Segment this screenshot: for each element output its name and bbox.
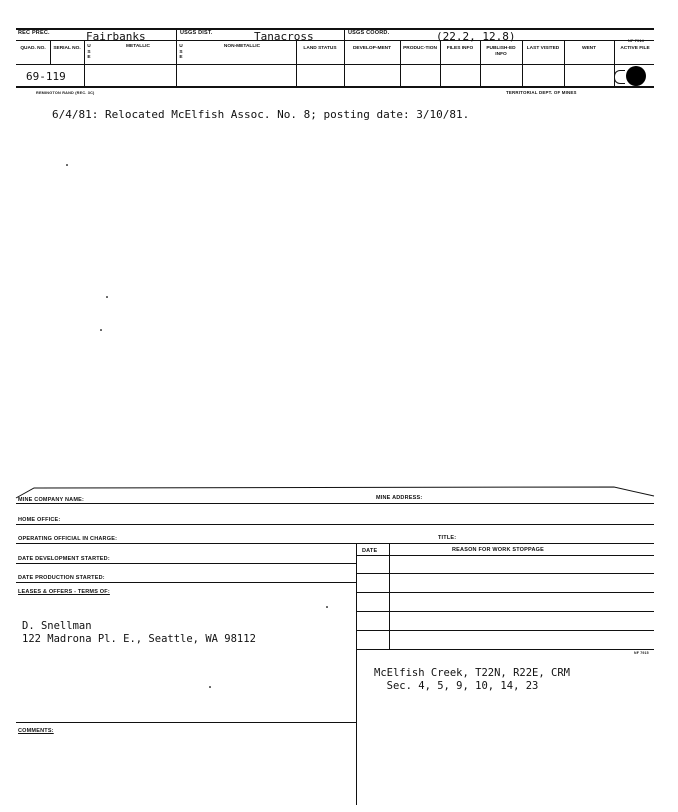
- header-rule-3: [16, 64, 654, 65]
- usgs-dist-value: Tanacross: [254, 30, 314, 43]
- usgs-dist-label: USGS DIST.: [180, 30, 213, 36]
- table-row-3: [356, 611, 654, 612]
- date-prod-label: DATE PRODUCTION STARTED:: [18, 575, 105, 581]
- speck: [106, 296, 108, 298]
- quad-no-label: QUAD. NO.: [20, 46, 46, 51]
- table-row-5: [356, 649, 654, 650]
- location-line-1: McElfish Creek, T22N, R22E, CRM: [374, 667, 570, 679]
- header-vline-11: [50, 40, 51, 64]
- home-office-label: HOME OFFICE:: [18, 517, 61, 523]
- rec-prec-value: Fairbanks: [86, 30, 146, 43]
- header-vline-6: [440, 40, 441, 86]
- entry-note: 6/4/81: Relocated McElfish Assoc. No. 8; posting date: 3/10/81.: [52, 108, 470, 121]
- speck: [326, 606, 328, 608]
- header-vline-7: [480, 40, 481, 86]
- usgs-coord-label: USGS COORD.: [348, 30, 390, 36]
- files-info-label: FILES INFO: [446, 46, 474, 51]
- rule-operating-official: [16, 543, 654, 544]
- use2-label: U S E: [179, 44, 183, 60]
- punch-hole-notch: [614, 70, 625, 84]
- rule-date-dev: [16, 563, 356, 564]
- rule-comments: [16, 722, 356, 723]
- header-vline-4: [296, 40, 297, 86]
- last-visited-label: LAST VISITED: [526, 46, 560, 51]
- form-number-top: NF 7914: [628, 39, 644, 43]
- lessee-address: 122 Madrona Pl. E., Seattle, WA 98112: [22, 633, 256, 645]
- speck: [66, 164, 68, 166]
- table-row-2: [356, 592, 654, 593]
- reason-col-label: REASON FOR WORK STOPPAGE: [452, 547, 544, 553]
- title-label: TITLE:: [438, 535, 457, 541]
- table-left-rule: [356, 543, 357, 805]
- land-status-label: LAND STATUS: [303, 46, 337, 51]
- published-info-label: PUBLISH-ED INFO: [486, 46, 516, 57]
- development-label: DEVELOP-MENT: [352, 46, 392, 51]
- operating-official-label: OPERATING OFFICIAL IN CHARGE:: [18, 536, 118, 542]
- header-vline-2: [344, 28, 345, 86]
- rule-home-office: [16, 524, 654, 525]
- table-header-rule: [356, 555, 654, 556]
- header-bottom-rule: [16, 86, 654, 88]
- mine-company-label: MINE COMPANY NAME:: [18, 497, 85, 503]
- leases-label: LEASES & OFFERS - TERMS OF:: [18, 589, 110, 595]
- date-dev-label: DATE DEVELOPMENT STARTED:: [18, 556, 110, 562]
- table-row-1: [356, 573, 654, 574]
- rule-mine-company: [16, 503, 654, 504]
- metallic-label: METALLIC: [126, 44, 150, 49]
- usgs-coord-value: (22.2, 12.8): [436, 30, 516, 43]
- punch-hole: [626, 66, 646, 86]
- comments-label: COMMENTS:: [18, 728, 54, 734]
- speck: [209, 686, 211, 688]
- header-vline-5: [400, 40, 401, 86]
- speck: [100, 329, 102, 331]
- maps-label: WENT: [581, 46, 597, 51]
- serial-no-label: SERIAL NO.: [53, 46, 81, 51]
- header-vline-8: [522, 40, 523, 86]
- date-col-label: DATE: [362, 548, 378, 554]
- non-metallic-label: NON-METALLIC: [223, 44, 261, 49]
- date-col-rule: [389, 543, 390, 649]
- header-vline-3: [84, 40, 85, 86]
- rec-prec-label: REC PREC.: [18, 30, 50, 36]
- mine-address-label: MINE ADDRESS:: [376, 495, 423, 501]
- use-label: U S E: [87, 44, 91, 60]
- form-number-bottom: NF 7915: [634, 651, 649, 655]
- serial-value: 69-119: [26, 70, 66, 83]
- table-row-4: [356, 630, 654, 631]
- header-vline-9: [564, 40, 565, 86]
- card-edge: [14, 478, 656, 500]
- production-label: PRODUC-TION: [403, 46, 437, 51]
- lessee-name: D. Snellman: [22, 620, 92, 632]
- header-vline-1: [176, 28, 177, 86]
- remington-label: REMINGTON RAND (REC. 3C): [36, 91, 95, 95]
- rule-date-prod: [16, 582, 356, 583]
- territorial-label: TERRITORIAL DEPT. OF MINES: [506, 90, 577, 95]
- location-line-2: Sec. 4, 5, 9, 10, 14, 23: [374, 680, 539, 692]
- active-file-label: ACTIVE FILE: [620, 46, 650, 51]
